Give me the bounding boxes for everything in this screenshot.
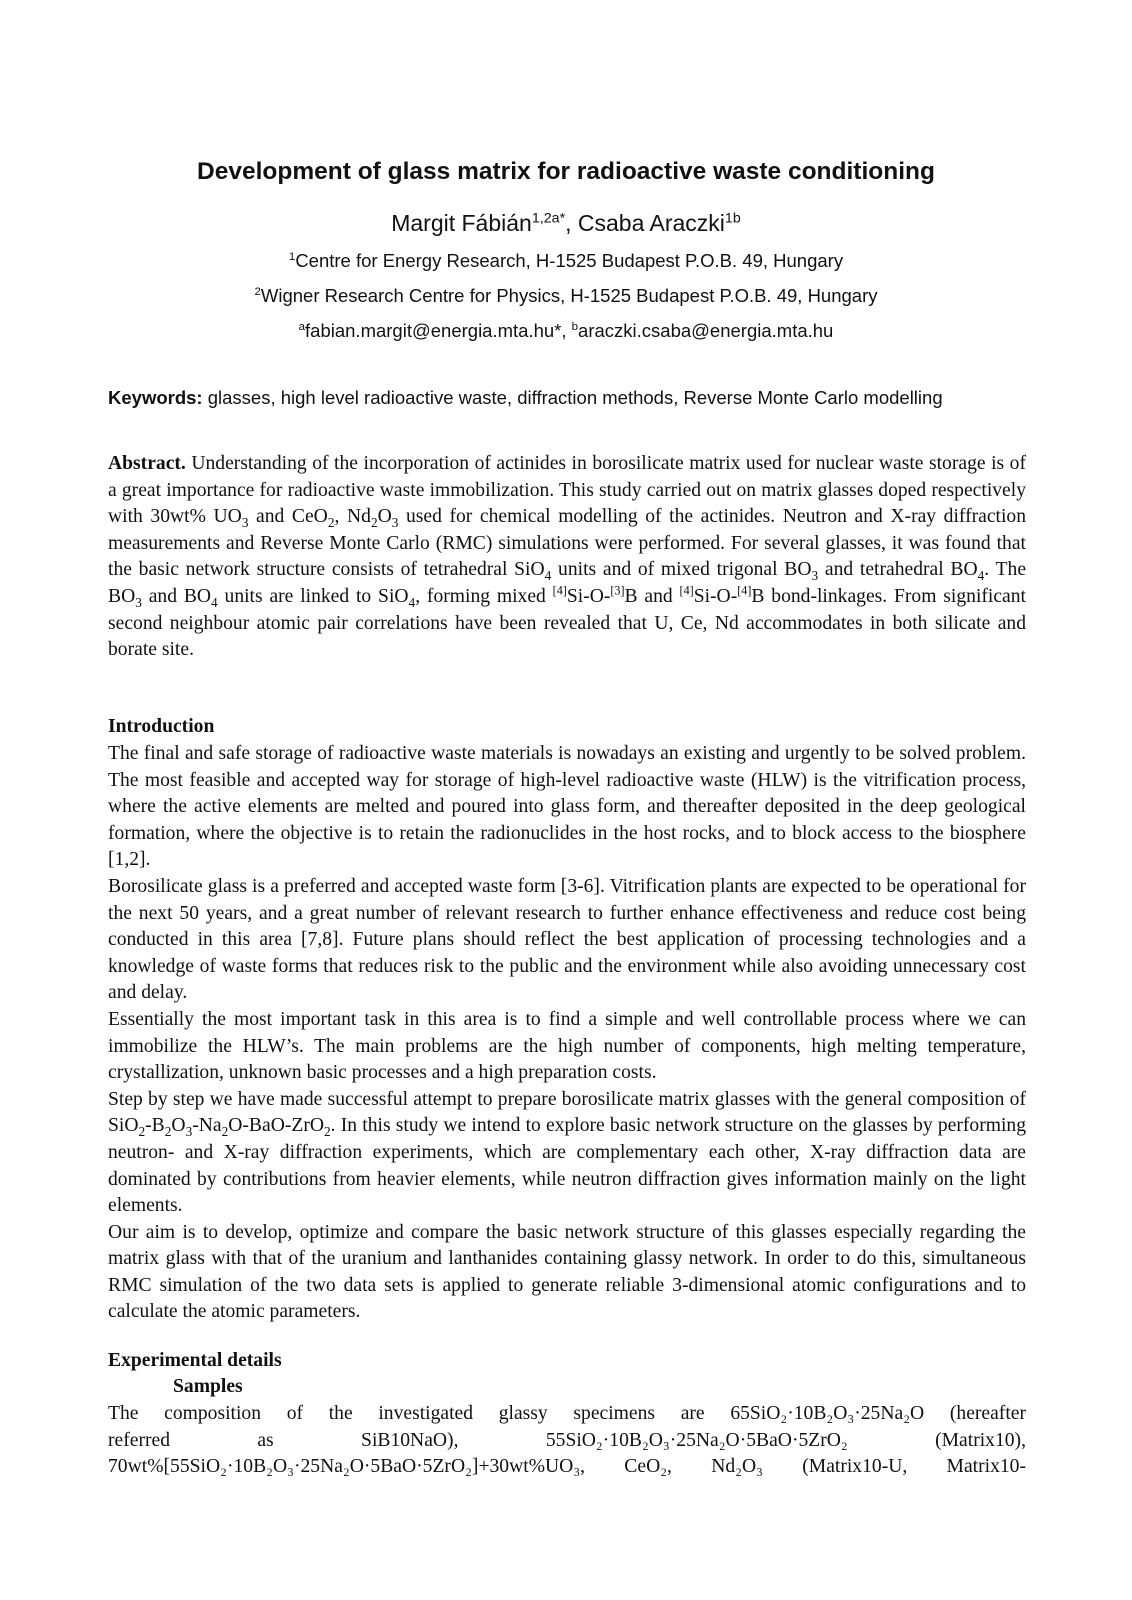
author-2-affiliation-mark: 1b [724, 210, 741, 227]
abstract-text: . The BO [108, 559, 1027, 607]
samples-line-1: The composition of the investigated glassy specimens are 65SiO₂·10B₂O₃·25Na₂O (hereafter [108, 1403, 1026, 1424]
superscript: [3] [610, 583, 625, 598]
subscript: 2 [327, 515, 335, 531]
samples-subheading: Samples [173, 1376, 243, 1397]
affiliation-2 [0, 285, 1132, 307]
abstract-text: Si-O- [566, 585, 611, 607]
subscript: 2 [138, 1124, 146, 1140]
samples-word: referred [108, 1429, 170, 1451]
subscript: 2 [370, 515, 378, 531]
abstract-text: B and [624, 585, 680, 607]
abstract-text: Understanding of the incorporation of actinides in borosilicate matrix used for nuclear waste storage is of a great importance for radioactive waste immobilization. This study carried out on matrix glasses doped respectively with 30wt% UO [108, 453, 1026, 528]
email-line [0, 320, 1132, 342]
subscript: 3 [241, 515, 249, 531]
abstract-text: and BO [141, 585, 212, 607]
subscript: 3 [391, 515, 399, 531]
paragraph-text: O [171, 1115, 186, 1137]
subscript: 3 [185, 1124, 193, 1140]
experimental-heading: Experimental details [108, 1350, 282, 1371]
samples-word: SiB10NaO), [361, 1429, 459, 1451]
author-2: Csaba Araczki [577, 210, 725, 236]
abstract-text: used for chemical modelling of the actinides. Neutron and X-ray diffraction measurements and Reverse Monte Carlo (RMC) simulations were performed. For several glasses, it was found that the basic network structure consists of tetrahedral SiO [108, 506, 1027, 581]
author-1: Margit Fábián [391, 210, 532, 236]
author-separator: , [565, 210, 578, 236]
subscript: 4 [977, 568, 985, 584]
subscript: 2 [221, 1124, 229, 1140]
introduction-paragraph-1: The final and safe storage of radioactive waste materials is nowadays an existing and urgently to be solved problem. The most feasible and accepted way for storage of high-level radioactive waste (HLW) is the vitrification process, where the active elements are melted and poured into glass form, and thereafter deposited in the deep geological formation, where the objective is to retain the radionuclides in the host rocks, and to block access to the biosphere [1,2]. [108, 743, 1026, 871]
abstract-text: and CeO [248, 506, 328, 528]
subscript: 4 [211, 594, 218, 610]
introduction-paragraph-4 [108, 1087, 1026, 1220]
superscript: [4] [679, 583, 694, 598]
subscript: 4 [408, 594, 416, 610]
abstract-text: O [377, 506, 392, 528]
email-b: araczki.csaba@energia.mta.hu [578, 320, 834, 341]
abstract-text: B bond-linkages. From significant second neighbour atomic pair correlations have been revealed that U, Ce, Nd accommodates in both silicate and borate site. [108, 585, 1026, 661]
introduction-paragraph-2: Borosilicate glass is a preferred and accepted waste form [3-6]. Vitrification plants are expected to be operational for the next 50 years, and a great number of relevant research to further enhance effectiveness and reduce cost being conducted in this area [7,8]. Future plans should reflect the best application of processing technologies and a knowledge of waste forms that reduces risk to the public and the environment while also avoiding unnecessary cost and delay. [108, 875, 1026, 1004]
affiliation-2-mark: 2 [254, 285, 261, 298]
affiliation-2-text: Wigner Research Centre for Physics, H-1525 Budapest P.O.B. 49, Hungary [260, 285, 878, 306]
introduction-heading: Introduction [108, 716, 215, 737]
abstract-text: and tetrahedral BO [818, 559, 978, 581]
superscript: [4] [552, 583, 567, 598]
subscript: 2 [164, 1124, 172, 1140]
author-line [0, 210, 1132, 237]
affiliation-1-text: Centre for Energy Research, H-1525 Budapest P.O.B. 49, Hungary [295, 250, 844, 271]
paragraph-text: O-BaO-ZrO [228, 1115, 325, 1137]
keywords [108, 386, 1026, 410]
introduction-body [108, 741, 1026, 1326]
samples-line-3: 70wt%[55SiO₂·10B₂O₃·25Na₂O·5BaO·5ZrO₂]+30wt%UO₃, CeO₂, Nd₂O₃ (Matrix10-U, Matrix10- [108, 1456, 1026, 1478]
paragraph-text: Step by step we have made successful attempt to prepare borosilicate matrix glasses with the general composition of SiO [108, 1088, 1026, 1137]
affiliation-1 [0, 250, 1132, 272]
introduction-paragraph-5: Our aim is to develop, optimize and compare the basic network structure of this glasses especially regarding the matrix glass with that of the uranium and lanthanides containing glassy network. In order to do this, simultaneous RMC simulation of the two data sets is applied to generate reliable 3-dimensional atomic configurations and to calculate the atomic parameters. [108, 1221, 1026, 1323]
keywords-text: glasses, high level radioactive waste, diffraction methods, Reverse Monte Carlo modelling [202, 387, 943, 408]
introduction-paragraph-3: Essentially the most important task in this area is to find a simple and well controllable process where we can immobilize the HLW’s. The main problems are the high number of components, high melting temperature, crystallization, unknown basic processes and a high preparation costs. [108, 1008, 1026, 1084]
subscript: 3 [135, 594, 142, 610]
paper-title: Development of glass matrix for radioactive waste conditioning [197, 158, 935, 185]
keywords-label: Keywords: [108, 387, 203, 408]
author-1-affiliation-mark: 1,2a* [531, 210, 566, 227]
abstract-text: units and of mixed trigonal BO [551, 559, 812, 581]
affiliation-1-mark: 1 [288, 250, 296, 263]
abstract-text: , forming mixed [415, 585, 553, 607]
abstract-label: Abstract. [108, 453, 186, 474]
email-a: fabian.margit@energia.mta.hu*, [305, 320, 572, 341]
paragraph-text: -Na [192, 1115, 222, 1137]
abstract-text: units are linked to SiO [217, 585, 409, 607]
email-a-mark: a [298, 320, 306, 333]
abstract-text: Si-O- [693, 585, 738, 607]
subscript: 2 [324, 1124, 331, 1140]
subscript: 4 [544, 568, 552, 584]
superscript: [4] [737, 583, 752, 598]
subscript: 3 [811, 568, 819, 584]
samples-word: as [257, 1429, 274, 1451]
abstract [108, 451, 1026, 664]
samples-formula: 55SiO₂·10B₂O₃·25Na₂O·5BaO·5ZrO₂ [545, 1429, 848, 1451]
samples-line-2 [108, 1428, 1026, 1455]
email-b-mark: b [571, 320, 579, 333]
abstract-text: , Nd [334, 506, 371, 528]
paragraph-text: -B [145, 1115, 165, 1137]
samples-word: (Matrix10), [935, 1429, 1026, 1451]
samples-body [108, 1401, 1026, 1481]
paragraph-text: . In this study we intend to explore basic network structure on the glasses by performing neutron- and X-ray diffraction experiments, which are complementary each other, X-ray diffraction data are dominated by contributions from heavier elements, while neutron diffraction gives information mainly on the light elements. [108, 1115, 1026, 1217]
